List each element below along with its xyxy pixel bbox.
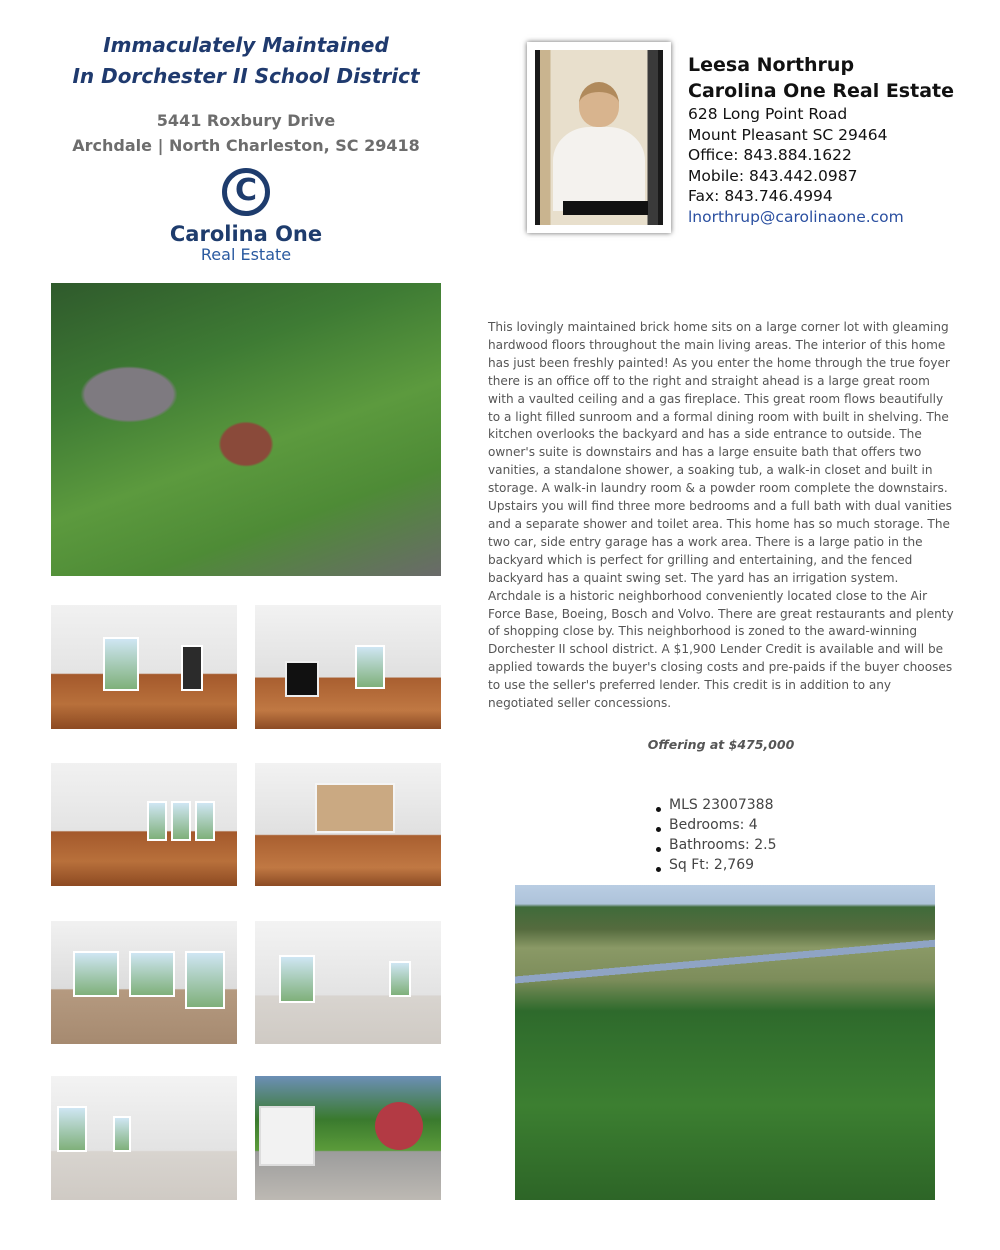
copyright-c-icon: C xyxy=(222,168,270,216)
portrait-head xyxy=(579,82,620,128)
property-address xyxy=(60,108,432,158)
great-room-photo xyxy=(51,605,237,729)
sunroom-photo xyxy=(51,921,237,1044)
fact-bedrooms: Bedrooms: 4 xyxy=(655,815,777,835)
backyard-photo xyxy=(255,1076,441,1200)
portrait-belt xyxy=(563,201,647,215)
fact-mls: MLS 23007388 xyxy=(655,795,777,815)
agent-fax: Fax: 843.746.4994 xyxy=(688,187,833,205)
street-address: 5441 Roxbury Drive xyxy=(156,111,336,130)
fact-square-feet: Sq Ft: 2,769 xyxy=(655,855,777,875)
agent-street: 628 Long Point Road xyxy=(688,105,848,123)
brokerage-logo xyxy=(160,168,332,268)
listing-description: This lovingly maintained brick home sits on a large corner lot with gleaming hardwood floors throughout the main living areas. The interior of this home has just been freshly painted! As you enter the home through the true foyer there is an office off to the right and straight ahead is a large great room with a vaulted ceiling and a gas fireplace. This great room flows beautifully to a light filled sunroom and a formal dining room with built in shelving. The kitchen overlooks the backyard and has a side entrance to outside. The owner's suite is downstairs and has a large ensuite bath that offers two vanities, a standalone shower, a soaking tub, a walk-in closet and built in storage. A walk-in laundry room & a powder room complete the downstairs. Upstairs you will find three more bedrooms and a full bath with dual vanities and a separate shower and toilet area. This home has so much storage. The two car, side entry garage has a work area. There is a large patio in the backyard which is perfect for grilling and entertaining, and the fenced backyard has a quaint swing set. The yard has an irrigation system. Archdale is a historic neighborhood conveniently located close to the Air Force Base, Boeing, Bosch and Volvo. There are great restaurants and plenty of shopping close by. This neighborhood is zoned to the award-winning Dorchester II school district. A $1,900 Lender Credit is available and will be applied towards the buyer's closing costs and pre-paids if the buyer chooses to use the seller's preferred lender. This credit is in addition to any negotiated seller concessions. xyxy=(488,320,954,711)
agent-email-link[interactable]: lnorthrup@carolinaone.com xyxy=(688,207,904,226)
exterior-aerial-photo xyxy=(51,283,441,576)
agent-contact-block xyxy=(688,52,988,227)
city-address: Archdale | North Charleston, SC 29418 xyxy=(72,136,420,155)
agent-portrait xyxy=(535,50,663,225)
logo-subtitle: Real Estate xyxy=(200,245,292,264)
kitchen-photo xyxy=(255,763,441,886)
agent-office-phone: Office: 843.884.1622 xyxy=(688,146,852,164)
headline-line-2: In Dorchester II School District xyxy=(72,64,420,88)
property-facts-list xyxy=(655,795,777,875)
offering-price: Offering at $475,000 xyxy=(647,737,795,752)
headline xyxy=(60,30,432,92)
bedroom-photo xyxy=(255,921,441,1044)
dining-room-photo xyxy=(51,763,237,886)
neighborhood-aerial-photo xyxy=(515,885,935,1200)
agent-photo xyxy=(527,42,671,233)
agent-company: Carolina One Real Estate xyxy=(688,80,954,102)
agent-name: Leesa Northrup xyxy=(688,54,855,76)
fireplace-room-photo xyxy=(255,605,441,729)
agent-city: Mount Pleasant SC 29464 xyxy=(688,125,888,144)
upstairs-bedroom-photo xyxy=(51,1076,237,1200)
fact-bathrooms: Bathrooms: 2.5 xyxy=(655,835,777,855)
agent-mobile-phone: Mobile: 843.442.0987 xyxy=(688,166,858,185)
headline-line-1: Immaculately Maintained xyxy=(103,33,389,57)
logo-name: Carolina One xyxy=(169,222,323,246)
portrait-body xyxy=(553,127,645,211)
